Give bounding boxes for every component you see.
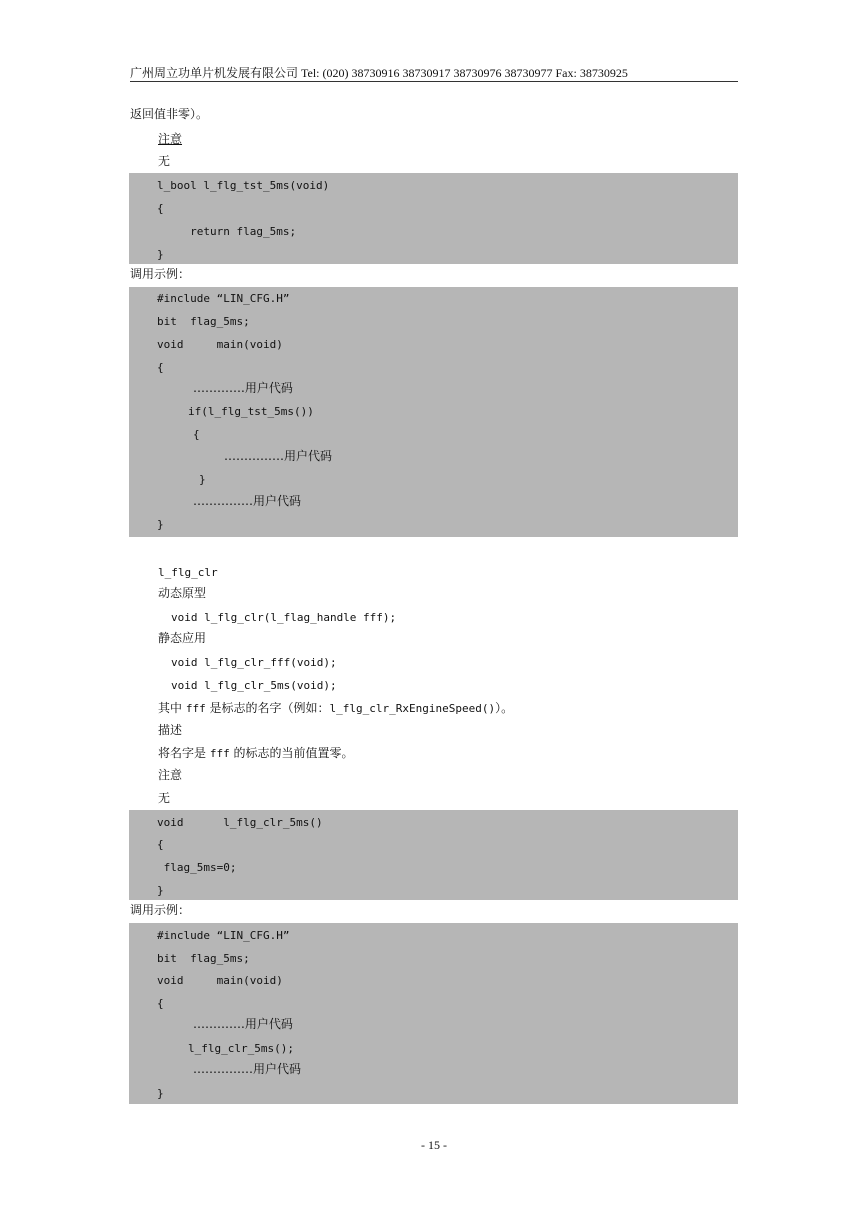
where-part: 其中: [158, 701, 186, 715]
note-heading: 注意: [158, 132, 183, 146]
header-divider: [130, 81, 738, 82]
code-line: }: [157, 884, 164, 897]
code-comment: ……………用户代码: [224, 449, 333, 463]
code-line: l_bool l_flg_tst_5ms(void): [157, 179, 330, 192]
example-label: 调用示例：: [130, 903, 191, 917]
note-heading: 注意: [158, 768, 183, 782]
code-line: {: [157, 202, 164, 215]
where-part: 是标志的名字（例如：: [205, 701, 330, 715]
static-code-2: void l_flg_clr_5ms(void);: [171, 679, 337, 692]
code-block-example-clr: [129, 923, 738, 1104]
code-line: bit flag_5ms;: [157, 315, 250, 328]
code-block-tst: [129, 173, 738, 264]
code-line: #include “LIN_CFG.H”: [157, 292, 290, 305]
page-header: 广州周立功单片机发展有限公司 Tel: (020) 38730916 38730917 38730976 38730977 Fax: 38730925: [130, 66, 628, 80]
function-name: l_flg_clr: [158, 566, 218, 579]
code-comment: ………….用户代码: [193, 1017, 293, 1031]
code-comment: ……………用户代码: [193, 1062, 302, 1076]
code-line: {: [157, 838, 164, 851]
where-code: l_flg_clr_RxEngineSpeed(): [329, 702, 496, 715]
where-part: ）。: [495, 701, 514, 715]
code-line: {: [157, 997, 164, 1010]
example-label: 调用示例：: [130, 267, 191, 281]
code-line: }: [157, 1087, 164, 1100]
code-comment: ………….用户代码: [193, 381, 293, 395]
note-text: 无: [158, 791, 171, 805]
code-line: bit flag_5ms;: [157, 952, 250, 965]
code-line: }: [199, 473, 206, 486]
note-text: 无: [158, 154, 171, 168]
return-value-text: 返回值非零）。: [130, 107, 209, 121]
code-line: void main(void): [157, 974, 283, 987]
desc-text: [158, 745, 354, 762]
desc-part: 将名字是: [158, 746, 210, 760]
desc-part: 的标志的当前值置零。: [229, 746, 354, 760]
code-line: flag_5ms=0;: [157, 861, 237, 874]
code-line: {: [193, 428, 200, 441]
code-line: void l_flg_clr_5ms(): [157, 816, 323, 829]
desc-heading: 描述: [158, 723, 183, 737]
code-block-example-tst: [129, 287, 738, 537]
code-line: }: [157, 518, 164, 531]
code-line: l_flg_clr_5ms();: [188, 1042, 294, 1055]
where-code: fff: [185, 702, 206, 715]
static-heading: 静态应用: [158, 631, 207, 645]
code-line: void main(void): [157, 338, 283, 351]
proto-heading: 动态原型: [158, 586, 207, 600]
code-line: {: [157, 361, 164, 374]
code-line: return flag_5ms;: [157, 225, 297, 238]
static-code-1: void l_flg_clr_fff(void);: [171, 656, 337, 669]
where-text: [158, 700, 513, 717]
code-comment: ……………用户代码: [193, 494, 302, 508]
page-number: - 15 -: [421, 1138, 447, 1152]
code-line: if(l_flg_tst_5ms()): [188, 405, 314, 418]
proto-code: void l_flg_clr(l_flag_handle fff);: [171, 611, 397, 624]
desc-code: fff: [209, 747, 230, 760]
code-line: #include “LIN_CFG.H”: [157, 929, 290, 942]
code-line: }: [157, 248, 164, 261]
code-block-clr: [129, 810, 738, 900]
